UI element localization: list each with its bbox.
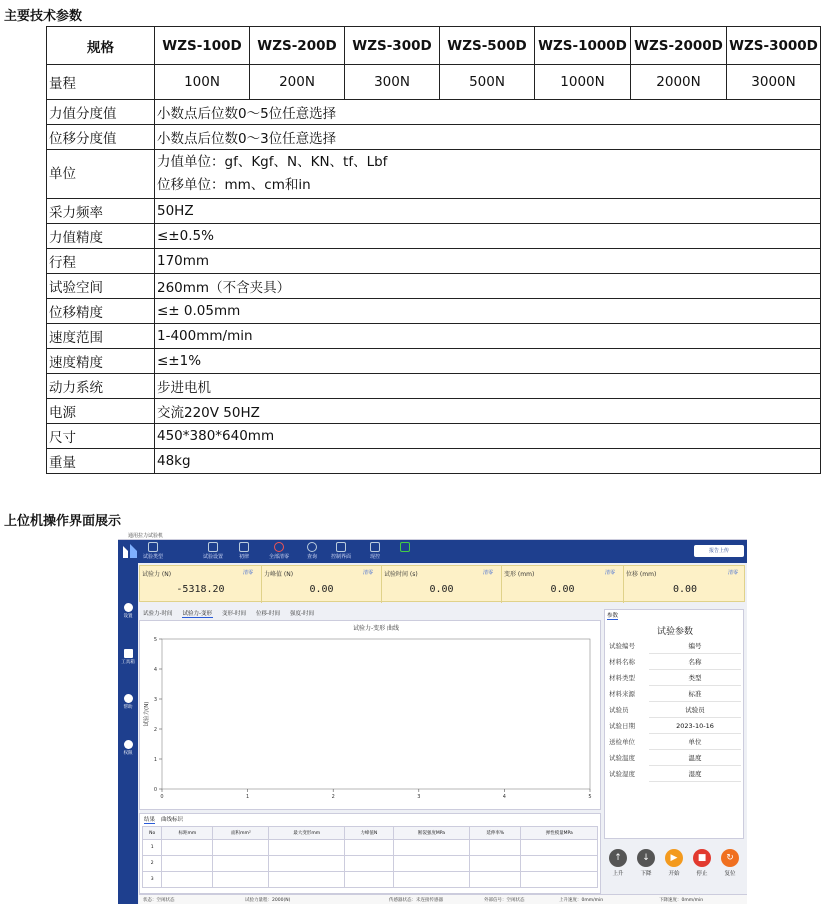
section-title-ui: 上位机操作界面展示 bbox=[4, 514, 122, 529]
header-cell: WZS-2000D bbox=[631, 27, 727, 65]
row-label: 重量 bbox=[47, 449, 155, 474]
y-tick-label: 1 bbox=[153, 757, 157, 763]
chart-panel bbox=[139, 620, 601, 810]
readout-force: 试验力 (N) 清零 -5318.20 bbox=[140, 566, 262, 603]
row-label: 行程 bbox=[47, 249, 155, 274]
table-row[interactable]: 1 bbox=[143, 840, 598, 856]
results-panel bbox=[139, 813, 601, 894]
row-value: ≤±0.5% bbox=[155, 224, 821, 249]
param-field[interactable]: 编号 bbox=[649, 638, 741, 654]
software-screenshot bbox=[118, 532, 747, 904]
row-label: 力值精度 bbox=[47, 224, 155, 249]
monitor-icon bbox=[370, 542, 380, 552]
force-units: 力值单位：gf、Kgf、N、KN、tf、Lbf bbox=[157, 154, 388, 170]
spec-row bbox=[47, 249, 821, 274]
header-cell: WZS-200D bbox=[250, 27, 345, 65]
sidebar bbox=[118, 563, 138, 904]
results-table bbox=[142, 826, 598, 888]
result-header: No bbox=[143, 827, 162, 840]
reset-icon: ↻ bbox=[721, 849, 739, 867]
x-tick-label: 1 bbox=[246, 794, 250, 800]
row-value: ≤±1% bbox=[155, 349, 821, 374]
status-text: 传感器状态：未连接传感器 bbox=[389, 898, 443, 903]
sidebar-item-permissions[interactable]: 权限 bbox=[118, 740, 138, 756]
param-field[interactable]: 类型 bbox=[649, 670, 741, 686]
toolbox-icon bbox=[124, 649, 133, 658]
row-label: 动力系统 bbox=[47, 374, 155, 399]
x-tick-label: 3 bbox=[417, 794, 421, 800]
header-cell: WZS-100D bbox=[155, 27, 250, 65]
y-tick-label: 3 bbox=[153, 697, 157, 703]
up-button[interactable]: ↑ 上升 bbox=[607, 849, 629, 877]
stop-icon: ■ bbox=[693, 849, 711, 867]
header-cell: 规格 bbox=[47, 27, 155, 65]
param-field[interactable]: 试验员 bbox=[649, 702, 741, 718]
row-label: 位移分度值 bbox=[47, 125, 155, 150]
key-icon bbox=[124, 740, 133, 749]
spec-range-row bbox=[47, 65, 821, 100]
spec-row bbox=[47, 374, 821, 399]
result-header: 最大变形mm bbox=[269, 827, 345, 840]
tab-curve-label[interactable]: 曲线标识 bbox=[161, 817, 184, 823]
range-value: 2000N bbox=[631, 65, 727, 100]
query-button[interactable]: 查询 bbox=[301, 542, 323, 560]
param-field[interactable]: 名称 bbox=[649, 654, 741, 670]
chart-tabs bbox=[142, 609, 323, 620]
range-value: 300N bbox=[345, 65, 440, 100]
x-tick-label: 4 bbox=[502, 794, 506, 800]
x-tick-label: 5 bbox=[588, 794, 592, 800]
param-field[interactable]: 标准 bbox=[649, 686, 741, 702]
row-value: 48kg bbox=[155, 449, 821, 474]
range-value: 100N bbox=[155, 65, 250, 100]
section-title-specs: 主要技术参数 bbox=[4, 9, 83, 24]
result-header: 面积mm² bbox=[213, 827, 269, 840]
tab-strength-time[interactable]: 强度-时间 bbox=[290, 611, 314, 617]
param-field[interactable]: 湿度 bbox=[649, 766, 741, 782]
row-value: 小数点后位数0～5位任意选择 bbox=[155, 100, 821, 125]
row-value bbox=[155, 150, 821, 199]
document-icon bbox=[239, 542, 249, 552]
row-label: 力值分度值 bbox=[47, 100, 155, 125]
spec-row bbox=[47, 224, 821, 249]
tab-force-time[interactable]: 试验力-时间 bbox=[143, 611, 173, 617]
control-buttons bbox=[604, 849, 744, 894]
row-value: 170mm bbox=[155, 249, 821, 274]
spec-row bbox=[47, 449, 821, 474]
chart-title: 试验力-变形 曲线 bbox=[352, 625, 400, 632]
status-text: 试验力量程：2000(N) bbox=[245, 898, 291, 903]
x-tick-label: 2 bbox=[331, 794, 335, 800]
param-field[interactable]: 单位 bbox=[649, 734, 741, 750]
refresh-icon bbox=[274, 542, 284, 552]
clear-button[interactable]: 清零 bbox=[362, 570, 373, 576]
row-label: 量程 bbox=[47, 65, 155, 100]
plot-area bbox=[162, 639, 590, 789]
row-value: 步进电机 bbox=[155, 374, 821, 399]
panel-icon bbox=[336, 542, 346, 552]
sliders-icon bbox=[208, 542, 218, 552]
app-logo-icon bbox=[121, 542, 139, 560]
param-row: 材料类型 类型 bbox=[605, 670, 743, 686]
spec-row bbox=[47, 100, 821, 125]
params-title: 试验参数 bbox=[656, 627, 693, 637]
param-row: 试验编号 编号 bbox=[605, 638, 743, 654]
tab-params[interactable]: 参数 bbox=[607, 613, 619, 619]
row-label: 试验空间 bbox=[47, 274, 155, 299]
params-panel bbox=[604, 609, 744, 839]
row-label: 采力频率 bbox=[47, 199, 155, 224]
arrow-down-icon: ↓ bbox=[637, 849, 655, 867]
window-title: 通用拉力试验机 bbox=[118, 532, 747, 540]
result-header: 标距mm bbox=[162, 827, 213, 840]
star-icon bbox=[124, 694, 133, 703]
row-value: 1-400mm/min bbox=[155, 324, 821, 349]
param-row: 送检单位 单位 bbox=[605, 734, 743, 750]
tab-results[interactable]: 结果 bbox=[144, 817, 156, 823]
arrow-up-icon: ↑ bbox=[609, 849, 627, 867]
test-type-icon bbox=[148, 542, 158, 552]
header-cell: WZS-3000D bbox=[727, 27, 821, 65]
readout-time: 试验时间 (s) 清零 0.00 bbox=[382, 566, 502, 603]
spec-row bbox=[47, 424, 821, 449]
tab-force-deformation[interactable]: 试验力-变形 bbox=[182, 611, 212, 617]
spec-row bbox=[47, 199, 821, 224]
range-value: 200N bbox=[250, 65, 345, 100]
law-button[interactable]: 初律 bbox=[233, 542, 255, 560]
y-tick-label: 0 bbox=[153, 787, 157, 793]
param-row: 试验员 试验员 bbox=[605, 702, 743, 718]
result-header: 力峰值N bbox=[345, 827, 394, 840]
spec-row bbox=[47, 399, 821, 424]
row-label: 速度精度 bbox=[47, 349, 155, 374]
spec-row bbox=[47, 125, 821, 150]
status-text: 外部信号：空闲状态 bbox=[484, 898, 525, 903]
test-settings-button[interactable]: 试验设置 bbox=[202, 542, 224, 560]
param-row: 试验湿度 湿度 bbox=[605, 766, 743, 782]
param-field[interactable]: 温度 bbox=[649, 750, 741, 766]
readout-peak: 力峰值 (N) 清零 0.00 bbox=[262, 566, 382, 603]
row-value: ≤± 0.05mm bbox=[155, 299, 821, 324]
reset-button[interactable]: ↻ 复位 bbox=[719, 849, 741, 877]
clear-button[interactable]: 清零 bbox=[242, 570, 253, 576]
start-button[interactable]: ▶ 开始 bbox=[663, 849, 685, 877]
clear-button[interactable]: 清零 bbox=[604, 570, 615, 576]
table-row[interactable]: 2 bbox=[143, 856, 598, 872]
range-value: 500N bbox=[440, 65, 535, 100]
row-value: 小数点后位数0～3位任意选择 bbox=[155, 125, 821, 150]
param-row: 材料名称 名称 bbox=[605, 654, 743, 670]
spec-row bbox=[47, 150, 821, 199]
y-tick-label: 4 bbox=[153, 667, 157, 673]
test-type-button[interactable]: 试验类型 bbox=[142, 542, 164, 560]
param-row: 试验温度 温度 bbox=[605, 750, 743, 766]
status-text: 状态：空闲状态 bbox=[143, 898, 175, 903]
spec-row bbox=[47, 299, 821, 324]
down-button[interactable]: ↓ 下降 bbox=[635, 849, 657, 877]
monitor-button[interactable]: 现控 bbox=[364, 542, 386, 560]
upload-report-button[interactable]: 报告上传 bbox=[694, 545, 744, 557]
header-cell: WZS-1000D bbox=[535, 27, 631, 65]
y-axis-label: 试验力(N) bbox=[144, 701, 150, 727]
connection-button[interactable] bbox=[394, 542, 416, 553]
result-header: 弹性模量MPa bbox=[521, 827, 598, 840]
row-value: 260mm（不含夹具） bbox=[155, 274, 821, 299]
row-label: 电源 bbox=[47, 399, 155, 424]
control-panel-button[interactable]: 控制界面 bbox=[330, 542, 352, 560]
y-tick-label: 5 bbox=[153, 637, 157, 643]
clear-all-button[interactable]: 全部清零 bbox=[268, 542, 290, 560]
row-value: 450*380*640mm bbox=[155, 424, 821, 449]
row-label: 尺寸 bbox=[47, 424, 155, 449]
status-text: 下降速度：0mm/min bbox=[659, 898, 704, 903]
result-header: 延伸率% bbox=[470, 827, 521, 840]
header-cell: WZS-300D bbox=[345, 27, 440, 65]
play-icon: ▶ bbox=[665, 849, 683, 867]
spec-header-row bbox=[47, 27, 821, 65]
range-value: 1000N bbox=[535, 65, 631, 100]
param-row: 试验日期 2023-10-16 bbox=[605, 718, 743, 734]
y-tick-label: 2 bbox=[153, 727, 157, 733]
spec-table bbox=[46, 26, 821, 474]
readout-displacement: 位移 (mm) 清零 0.00 bbox=[626, 570, 738, 595]
clear-button[interactable]: 清零 bbox=[727, 570, 738, 576]
spec-row bbox=[47, 274, 821, 299]
param-row: 材料来源 标准 bbox=[605, 686, 743, 702]
status-bar bbox=[139, 894, 747, 904]
table-row[interactable]: 3 bbox=[143, 872, 598, 888]
row-value: 交流220V 50HZ bbox=[155, 399, 821, 424]
gear-icon bbox=[124, 603, 133, 612]
status-text: 上升速度：0mm/min bbox=[559, 898, 604, 903]
spec-row bbox=[47, 349, 821, 374]
toolbar bbox=[118, 540, 747, 563]
wifi-icon bbox=[400, 542, 410, 552]
tab-displacement-time[interactable]: 位移-时间 bbox=[256, 611, 280, 617]
force-deformation-chart bbox=[140, 621, 600, 809]
stop-button[interactable]: ■ 停止 bbox=[691, 849, 713, 877]
header-cell: WZS-500D bbox=[440, 27, 535, 65]
spec-row bbox=[47, 324, 821, 349]
range-value: 3000N bbox=[727, 65, 821, 100]
row-label: 速度范围 bbox=[47, 324, 155, 349]
x-tick-label: 0 bbox=[160, 794, 164, 800]
displacement-units: 位移单位：mm、cm和in bbox=[157, 177, 311, 193]
row-label: 单位 bbox=[47, 150, 155, 199]
sidebar-item-toolbox[interactable]: 工具箱 bbox=[118, 649, 138, 665]
row-value: 50HZ bbox=[155, 199, 821, 224]
sidebar-item-help[interactable]: 帮助 bbox=[118, 694, 138, 710]
clear-button[interactable]: 清零 bbox=[482, 570, 493, 576]
readout-bar bbox=[139, 565, 745, 602]
readout-deformation: 变形 (mm) 清零 0.00 bbox=[502, 566, 624, 603]
param-field[interactable]: 2023-10-16 bbox=[649, 718, 741, 734]
search-icon bbox=[307, 542, 317, 552]
result-header: 断裂强度MPa bbox=[393, 827, 470, 840]
tab-deformation-time[interactable]: 变形-时间 bbox=[222, 611, 246, 617]
row-label: 位移精度 bbox=[47, 299, 155, 324]
sidebar-item-settings[interactable]: 设置 bbox=[118, 603, 138, 619]
